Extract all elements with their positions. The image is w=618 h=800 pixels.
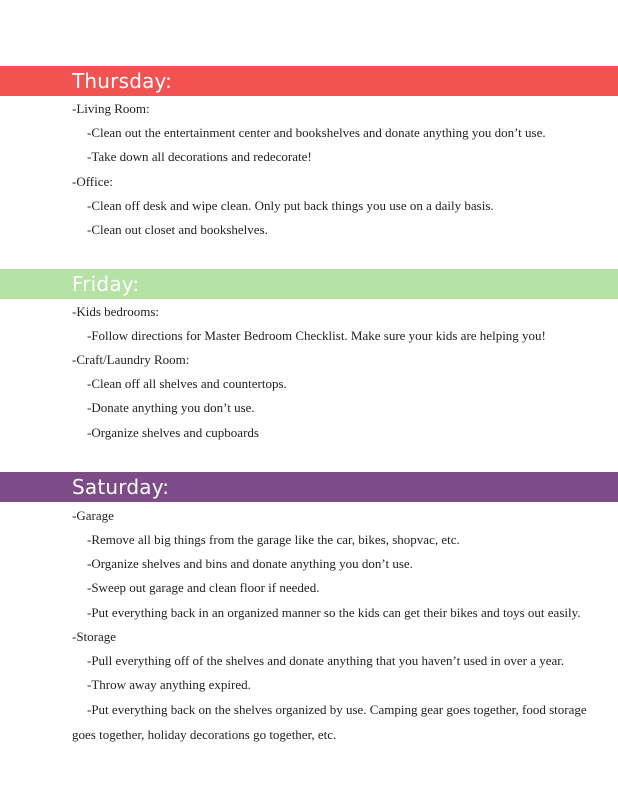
- saturday-title: Saturday:: [72, 475, 170, 499]
- list-item: -Follow directions for Master Bedroom Checklist. Make sure your kids are helping you!: [87, 328, 546, 343]
- list-item: -Take down all decorations and redecorate!: [87, 149, 312, 164]
- list-item: -Living Room:: [72, 101, 150, 116]
- friday-title: Friday:: [72, 272, 140, 296]
- list-item: -Organize shelves and cupboards: [87, 425, 259, 440]
- list-item: -Craft/Laundry Room:: [72, 352, 190, 367]
- list-item: -Put everything back in an organized manner so the kids can get their bikes and toys out easily.: [87, 605, 581, 620]
- list-item: -Clean out the entertainment center and bookshelves and donate anything you don’t use.: [87, 125, 546, 140]
- list-item: -Pull everything off of the shelves and donate anything that you haven’t used in over a year.: [87, 653, 565, 668]
- list-item: -Office:: [72, 174, 113, 189]
- thursday-header: [0, 66, 618, 96]
- list-item: -Sweep out garage and clean floor if needed.: [87, 580, 320, 595]
- list-item: -Kids bedrooms:: [72, 304, 160, 319]
- friday-header: [0, 269, 618, 299]
- saturday-header: [0, 472, 618, 502]
- list-item: -Donate anything you don’t use.: [87, 400, 255, 415]
- list-item: -Remove all big things from the garage like the car, bikes, shopvac, etc.: [87, 532, 460, 547]
- list-item: -Clean off all shelves and countertops.: [87, 376, 287, 391]
- list-item: -Put everything back on the shelves organized by use. Camping gear goes together, food storage goes together, holiday decorations go together, etc.: [72, 702, 587, 742]
- list-item: -Organize shelves and bins and donate anything you don’t use.: [87, 556, 413, 571]
- thursday-title: Thursday:: [72, 69, 173, 93]
- list-item: -Storage: [72, 629, 117, 644]
- list-item: -Garage: [72, 508, 114, 523]
- list-item: -Throw away anything expired.: [87, 677, 251, 692]
- list-item: -Clean out closet and bookshelves.: [87, 222, 268, 237]
- list-item: -Clean off desk and wipe clean. Only put back things you use on a daily basis.: [87, 198, 494, 213]
